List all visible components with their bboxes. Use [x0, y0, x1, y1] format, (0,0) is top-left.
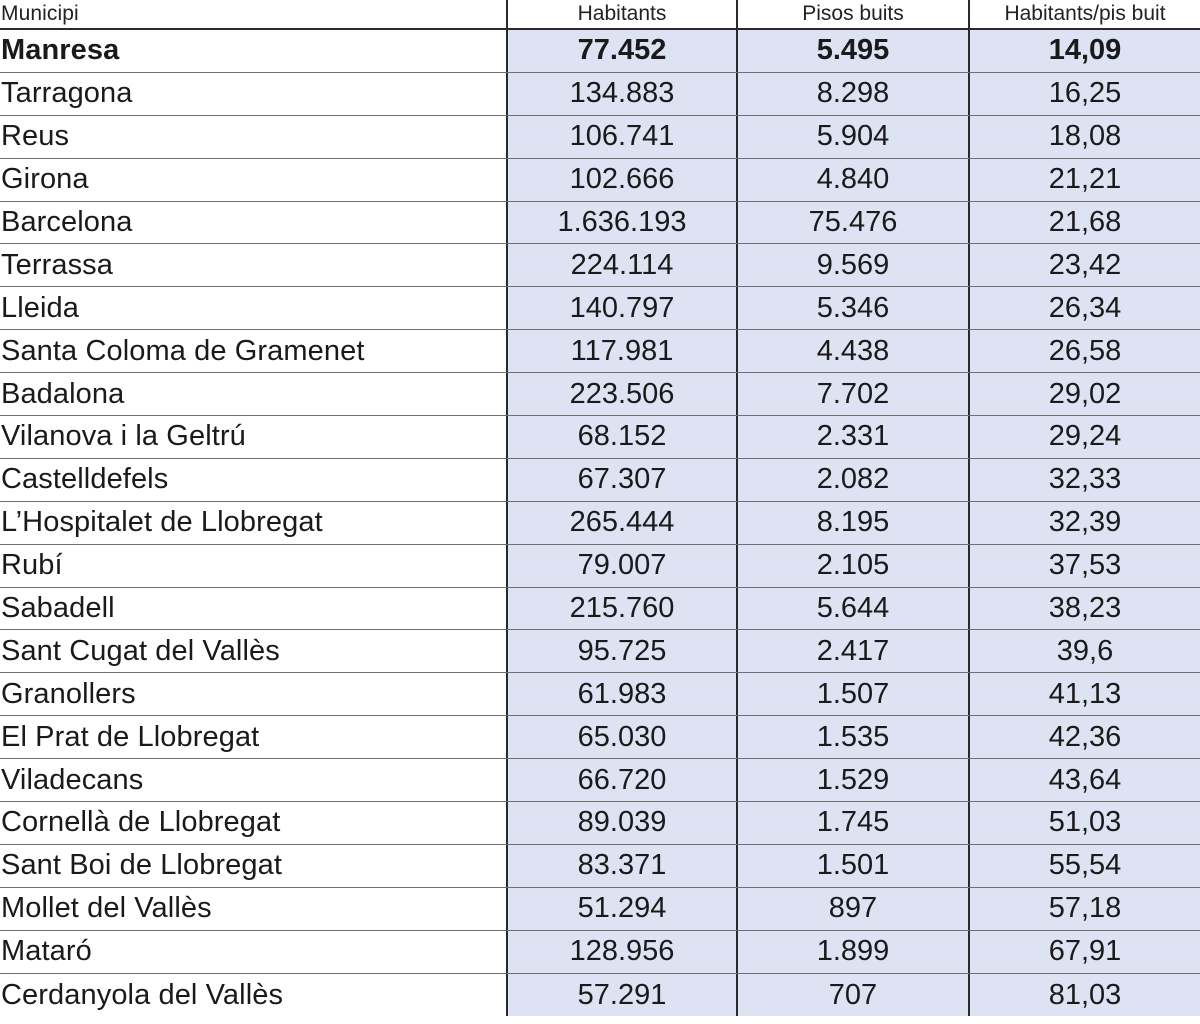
habitants-cell: 117.981 — [506, 330, 736, 372]
habitants-cell: 67.307 — [506, 459, 736, 501]
pisos-buits-cell: 5.644 — [736, 588, 968, 630]
habitants-per-pis-cell: 16,25 — [968, 73, 1200, 115]
column-header-pisos-buits: Pisos buits — [736, 0, 968, 28]
table-row — [0, 630, 1200, 673]
habitants-per-pis-cell: 37,53 — [968, 545, 1200, 587]
table-row — [0, 888, 1200, 931]
table-row — [0, 159, 1200, 202]
municipi-cell: Reus — [1, 120, 70, 153]
pisos-buits-cell: 1.501 — [736, 845, 968, 887]
table-row — [0, 759, 1200, 802]
habitants-per-pis-cell: 21,68 — [968, 202, 1200, 244]
municipi-cell: El Prat de Llobregat — [1, 720, 260, 753]
table-row — [0, 416, 1200, 459]
habitants-per-pis-cell: 14,09 — [968, 30, 1200, 72]
habitants-per-pis-cell: 81,03 — [968, 974, 1200, 1017]
pisos-buits-cell: 1.745 — [736, 802, 968, 844]
table-row — [0, 845, 1200, 888]
pisos-buits-cell: 1.535 — [736, 716, 968, 758]
table-row — [0, 673, 1200, 716]
column-header-habitants-per-pis-buit: Habitants/pis buit — [968, 0, 1200, 28]
municipi-cell: Tarragona — [1, 77, 133, 110]
habitants-cell: 95.725 — [506, 630, 736, 672]
pisos-buits-cell: 2.105 — [736, 545, 968, 587]
table-row — [0, 931, 1200, 974]
municipi-cell: Santa Coloma de Gramenet — [1, 334, 365, 367]
table-row — [0, 802, 1200, 845]
table-row — [0, 116, 1200, 159]
habitants-cell: 224.114 — [506, 244, 736, 286]
municipi-cell: Sant Boi de Llobregat — [1, 849, 283, 882]
table-row — [0, 330, 1200, 373]
habitants-cell: 102.666 — [506, 159, 736, 201]
column-header-municipi: Municipi — [1, 2, 79, 25]
table-body — [0, 30, 1200, 1016]
municipi-cell: Viladecans — [1, 763, 144, 796]
municipi-cell: Terrassa — [1, 248, 113, 281]
habitants-cell: 140.797 — [506, 287, 736, 329]
habitants-per-pis-cell: 23,42 — [968, 244, 1200, 286]
habitants-cell: 66.720 — [506, 759, 736, 801]
table-row — [0, 974, 1200, 1017]
pisos-buits-cell: 5.904 — [736, 116, 968, 158]
habitants-per-pis-cell: 29,02 — [968, 373, 1200, 415]
habitants-per-pis-cell: 55,54 — [968, 845, 1200, 887]
habitants-per-pis-cell: 38,23 — [968, 588, 1200, 630]
habitants-per-pis-cell: 26,34 — [968, 287, 1200, 329]
pisos-buits-cell: 8.298 — [736, 73, 968, 115]
pisos-buits-cell: 4.840 — [736, 159, 968, 201]
habitants-cell: 83.371 — [506, 845, 736, 887]
table-row — [0, 373, 1200, 416]
pisos-buits-cell: 2.331 — [736, 416, 968, 458]
table-row — [0, 287, 1200, 330]
municipi-cell: Granollers — [1, 677, 136, 710]
habitants-cell: 65.030 — [506, 716, 736, 758]
habitants-cell: 1.636.193 — [506, 202, 736, 244]
municipi-cell: L’Hospitalet de Llobregat — [1, 506, 323, 539]
pisos-buits-cell: 7.702 — [736, 373, 968, 415]
habitants-per-pis-cell: 43,64 — [968, 759, 1200, 801]
habitants-cell: 215.760 — [506, 588, 736, 630]
habitants-cell: 57.291 — [506, 974, 736, 1017]
table-row — [0, 502, 1200, 545]
table-header — [0, 0, 1200, 30]
habitants-per-pis-cell: 18,08 — [968, 116, 1200, 158]
pisos-buits-cell: 1.899 — [736, 931, 968, 973]
municipi-cell: Girona — [1, 163, 89, 196]
municipi-cell: Mollet del Vallès — [1, 892, 212, 925]
pisos-buits-cell: 75.476 — [736, 202, 968, 244]
pisos-buits-cell: 2.082 — [736, 459, 968, 501]
habitants-per-pis-cell: 67,91 — [968, 931, 1200, 973]
habitants-cell: 89.039 — [506, 802, 736, 844]
habitants-per-pis-cell: 32,33 — [968, 459, 1200, 501]
table-row — [0, 588, 1200, 631]
municipi-cell: Rubí — [1, 549, 63, 582]
habitants-cell: 61.983 — [506, 673, 736, 715]
municipi-cell: Manresa — [1, 34, 120, 67]
habitants-per-pis-cell: 32,39 — [968, 502, 1200, 544]
pisos-buits-cell: 5.346 — [736, 287, 968, 329]
table-row — [0, 202, 1200, 245]
municipi-cell: Mataró — [1, 935, 92, 968]
habitants-cell: 223.506 — [506, 373, 736, 415]
pisos-buits-cell: 897 — [736, 888, 968, 930]
municipi-cell: Vilanova i la Geltrú — [1, 420, 246, 453]
habitants-per-pis-cell: 21,21 — [968, 159, 1200, 201]
table-row — [0, 244, 1200, 287]
habitants-per-pis-cell: 51,03 — [968, 802, 1200, 844]
habitants-per-pis-cell: 42,36 — [968, 716, 1200, 758]
table-row — [0, 30, 1200, 73]
pisos-buits-cell: 1.529 — [736, 759, 968, 801]
habitants-cell: 68.152 — [506, 416, 736, 458]
municipi-cell: Castelldefels — [1, 463, 169, 496]
table-row — [0, 459, 1200, 502]
municipi-cell: Sant Cugat del Vallès — [1, 634, 280, 667]
pisos-buits-cell: 2.417 — [736, 630, 968, 672]
pisos-buits-cell: 9.569 — [736, 244, 968, 286]
municipi-cell: Lleida — [1, 291, 79, 324]
habitants-cell: 51.294 — [506, 888, 736, 930]
habitants-per-pis-cell: 41,13 — [968, 673, 1200, 715]
municipi-cell: Sabadell — [1, 592, 115, 625]
habitants-cell: 134.883 — [506, 73, 736, 115]
pisos-buits-cell: 1.507 — [736, 673, 968, 715]
habitants-cell: 79.007 — [506, 545, 736, 587]
habitants-cell: 128.956 — [506, 931, 736, 973]
habitants-per-pis-cell: 57,18 — [968, 888, 1200, 930]
pisos-buits-cell: 4.438 — [736, 330, 968, 372]
pisos-buits-cell: 707 — [736, 974, 968, 1017]
table-row — [0, 716, 1200, 759]
habitants-cell: 77.452 — [506, 30, 736, 72]
municipi-cell: Badalona — [1, 377, 125, 410]
habitants-per-pis-cell: 26,58 — [968, 330, 1200, 372]
municipi-cell: Cerdanyola del Vallès — [1, 978, 284, 1011]
pisos-buits-cell: 8.195 — [736, 502, 968, 544]
habitants-cell: 265.444 — [506, 502, 736, 544]
pisos-buits-cell: 5.495 — [736, 30, 968, 72]
habitants-per-pis-cell: 29,24 — [968, 416, 1200, 458]
table-row — [0, 545, 1200, 588]
municipi-cell: Cornellà de Llobregat — [1, 806, 281, 839]
habitants-cell: 106.741 — [506, 116, 736, 158]
column-header-habitants: Habitants — [506, 0, 736, 28]
habitants-per-pis-cell: 39,6 — [968, 630, 1200, 672]
table-row — [0, 73, 1200, 116]
municipi-cell: Barcelona — [1, 206, 133, 238]
